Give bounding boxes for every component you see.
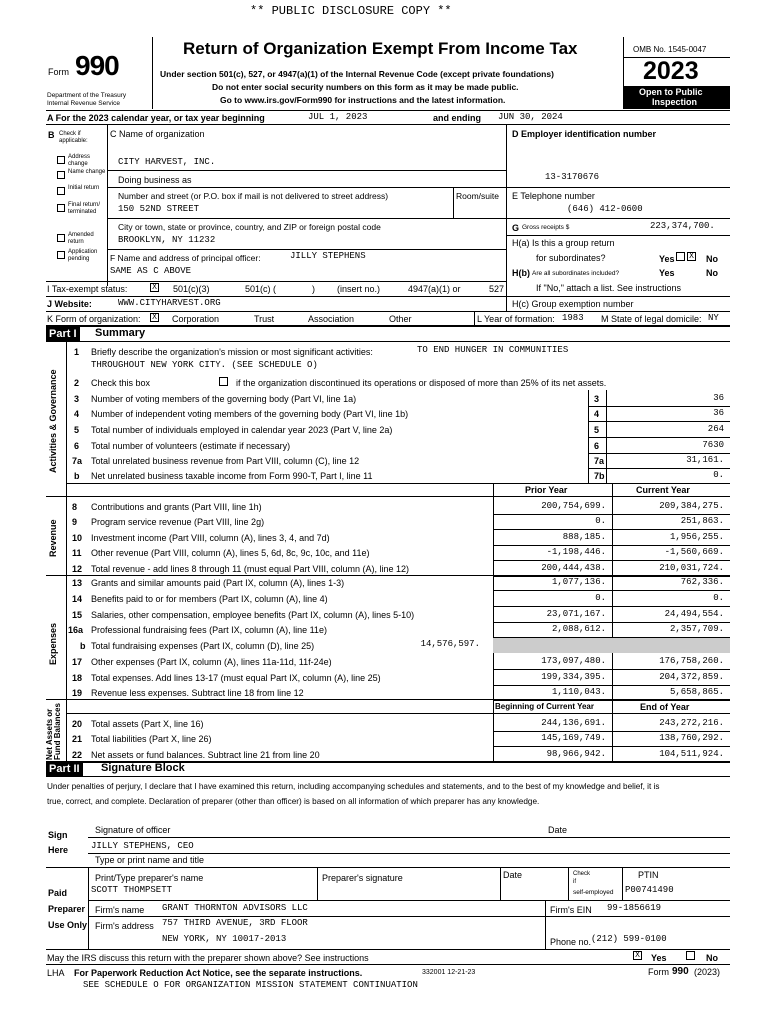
check-applicable: Check if applicable: <box>59 131 88 144</box>
lha-label: LHA <box>47 968 65 978</box>
tax-year-begin: JUL 1, 2023 <box>308 112 368 122</box>
line-num: b <box>74 471 80 481</box>
open-public-1: Open to Public <box>639 87 703 97</box>
line-label: Program service revenue (Part VIII, line 2g) <box>91 517 265 527</box>
line-num: 17 <box>72 657 83 667</box>
row-rule <box>493 685 730 686</box>
line-box-num: 5 <box>594 425 600 435</box>
prior-value: 1,110,043. <box>551 687 606 697</box>
officer-name-title: JILLY STEPHENS, CEO <box>91 841 194 851</box>
b-label: B <box>48 130 55 140</box>
prior-value: 199,334,395. <box>541 672 606 682</box>
tax-year-end: JUN 30, 2024 <box>498 112 563 122</box>
firm-ein: 99-1856619 <box>607 903 662 913</box>
eoy-head: End of Year <box>640 702 690 712</box>
b-checkbox[interactable] <box>57 156 65 164</box>
ha-label: H(a) Is this a group return <box>512 238 615 248</box>
street-address: 150 52ND STREET <box>118 204 200 214</box>
line-num: b <box>80 641 86 651</box>
line-num: 16a <box>68 625 84 635</box>
officer-label: F Name and address of principal officer: <box>110 253 261 263</box>
line-num: 3 <box>74 394 80 404</box>
telephone-label: E Telephone number <box>512 191 595 201</box>
b-checkbox[interactable] <box>57 187 65 195</box>
prior-value: 200,444,438. <box>541 563 606 573</box>
declaration-2: true, correct, and complete. Declaration of preparer (other than officer) is based on all information of which preparer has any knowledge. <box>47 797 540 806</box>
row-rule <box>493 669 730 670</box>
line-label: Benefits paid to or for members (Part IX, column (A), line 4) <box>91 594 328 604</box>
insert-no: (insert no.) <box>337 284 381 294</box>
b-check-label: Address change <box>68 154 91 167</box>
public-disclosure: ** PUBLIC DISCLOSURE COPY ** <box>250 4 452 18</box>
prior-value: 2,088,612. <box>551 624 606 634</box>
current-value: 209,384,275. <box>659 501 724 511</box>
current-value: 204,372,859. <box>659 672 724 682</box>
line-num: 12 <box>72 564 83 574</box>
state-domicile-value: NY <box>708 313 719 323</box>
current-value: 251,863. <box>680 516 724 526</box>
line-label: Total fundraising expenses (Part IX, column (D), line 25) <box>91 641 315 651</box>
line2a-label: Check this box <box>91 378 151 388</box>
current-value: 24,494,554. <box>664 609 724 619</box>
officer-address: SAME AS C ABOVE <box>110 266 192 276</box>
current-value: -1,560,669. <box>664 547 724 557</box>
line-num: 8 <box>72 502 78 512</box>
paid-label: Paid <box>48 888 68 898</box>
side-net: Net Assets or Fund Balances <box>45 703 62 760</box>
discuss-yes-checkbox[interactable]: X <box>633 951 642 960</box>
line-label: Grants and similar amounts paid (Part IX, column (A), lines 1-3) <box>91 578 345 588</box>
line-value: 0. <box>713 470 724 480</box>
ein-value: 13-3170676 <box>545 172 600 182</box>
form-title: Return of Organization Exempt From Income Tax <box>183 39 578 58</box>
row-rule <box>493 514 730 515</box>
501c3-label: 501(c)(3) <box>173 284 210 294</box>
other-label: Other <box>389 314 412 324</box>
row-rule <box>493 700 730 701</box>
527-label: 527 <box>489 284 505 294</box>
firm-address-1: 757 THIRD AVENUE, 3RD FLOOR <box>162 918 308 928</box>
b-checkbox[interactable] <box>57 171 65 179</box>
and-ending-label: and ending <box>433 113 481 123</box>
line-box-num: 3 <box>594 394 600 404</box>
line-num: 14 <box>72 594 83 604</box>
prior-value: 888,185. <box>562 532 606 542</box>
officer-name: JILLY STEPHENS <box>290 251 366 261</box>
name-of-org-label: C Name of organization <box>110 129 205 139</box>
line-label: Investment income (Part VIII, column (A), lines 3, 4, and 7d) <box>91 533 330 543</box>
row-rule <box>493 606 730 607</box>
current-value: 0. <box>713 593 724 603</box>
prior-value: 98,966,942. <box>546 749 606 759</box>
form-of-org-label: K Form of organization: <box>47 314 141 324</box>
dba-label: Doing business as <box>118 175 192 185</box>
current-value: 104,511,924. <box>659 749 724 759</box>
hb-note: If "No," attach a list. See instructions <box>536 283 681 293</box>
mission-2: THROUGHOUT NEW YORK CITY. (SEE SCHEDULE O) <box>91 360 318 370</box>
current-value: 176,758,260. <box>659 656 724 666</box>
self-employed-label: self-employed <box>573 889 614 896</box>
line-num: 21 <box>72 734 83 744</box>
line-num: 19 <box>72 688 83 698</box>
mission-1: TO END HUNGER IN COMMUNITIES <box>417 345 569 355</box>
firm-phone-label: Phone no. <box>550 937 592 947</box>
form-label: Form <box>48 67 69 77</box>
prior-value: 145,169,749. <box>541 733 606 743</box>
hb-label: H(b) <box>512 268 530 278</box>
line-label: Revenue less expenses. Subtract line 18 from line 12 <box>91 688 304 698</box>
line-label: Total revenue - add lines 8 through 11 (must equal Part VIII, column (A), line 12) <box>91 564 409 574</box>
b-checkbox[interactable] <box>57 251 65 259</box>
line-label: Total assets (Part X, line 16) <box>91 719 204 729</box>
current-value: 210,031,724. <box>659 563 724 573</box>
row-rule <box>493 590 730 591</box>
line1-num: 1 <box>74 347 80 357</box>
current-value: 243,272,216. <box>659 718 724 728</box>
pra-notice: For Paperwork Reduction Act Notice, see the separate instructions. <box>74 968 363 978</box>
subtitle-3: Go to www.irs.gov/Form990 for instructions and the latest information. <box>220 95 506 105</box>
discuss-label: May the IRS discuss this return with the preparer shown above? See instructions <box>47 953 369 963</box>
discuss-no: No <box>706 953 718 963</box>
gross-receipts-label: Gross receipts $ <box>522 224 570 231</box>
row-rule <box>493 560 730 561</box>
row-rule <box>588 453 730 454</box>
year-formation-label: L Year of formation: <box>477 314 555 324</box>
g-label: G <box>512 223 520 233</box>
sign-label: Sign <box>48 830 68 840</box>
line-a-label: A For the 2023 calendar year, or tax year beginning <box>47 113 265 123</box>
corporation-checkbox[interactable]: X <box>150 313 159 322</box>
discuss-no-checkbox[interactable] <box>686 951 695 960</box>
form-number: 990 <box>75 50 119 81</box>
website-label: J Website: <box>47 299 92 309</box>
line-label: Total expenses. Add lines 13-17 (must equal Part IX, column (A), line 25) <box>91 673 381 683</box>
line-label: Net assets or fund balances. Subtract line 21 from line 20 <box>91 750 320 760</box>
line-value: 36 <box>713 408 724 418</box>
line-num: 10 <box>72 533 83 543</box>
ptin-label: PTIN <box>638 870 659 880</box>
501c-label: 501(c) ( <box>245 284 277 294</box>
prior-value: 0. <box>595 593 606 603</box>
line-num: 18 <box>72 673 83 683</box>
501c-close: ) <box>312 284 315 294</box>
firm-phone: (212) 599-0100 <box>591 934 667 944</box>
ha-sub: for subordinates? <box>536 253 606 263</box>
b-checkbox[interactable] <box>57 234 65 242</box>
ha-yes: Yes <box>659 254 675 264</box>
line-num: 6 <box>74 441 80 451</box>
line-label: Professional fundraising fees (Part IX, column (A), line 11e) <box>91 625 327 635</box>
ha-yes-checkbox[interactable] <box>676 252 685 261</box>
part2-tag: Part II <box>46 762 83 776</box>
current-value: 2,357,709. <box>669 624 724 634</box>
ha-no: No <box>706 254 718 264</box>
current-value: 5,658,865. <box>669 687 724 697</box>
line-box-num: 4 <box>594 409 600 419</box>
row-rule <box>493 529 730 530</box>
sig-officer-label: Signature of officer <box>95 825 171 835</box>
line-label: Number of voting members of the governing body (Part VI, line 1a) <box>91 394 357 404</box>
line-value: 36 <box>713 393 724 403</box>
type-name-label: Type or print name and title <box>95 855 205 865</box>
schedule-o-note: SEE SCHEDULE O FOR ORGANIZATION MISSION STATEMENT CONTINUATION <box>83 980 418 990</box>
footer-form-label: Form <box>648 967 669 977</box>
line2b-label: if the organization discontinued its operations or disposed of more than 25% of its net assets. <box>236 378 607 388</box>
check-label: Check <box>573 871 591 877</box>
room-label: Room/suite <box>456 191 499 201</box>
here-label: Here <box>48 845 69 855</box>
line-num: 4 <box>74 409 80 419</box>
hb-sub: Are all subordinates included? <box>532 270 620 277</box>
street-label: Number and street (or P.O. box if mail is not delivered to street address) <box>118 191 389 201</box>
hb-yes: Yes <box>659 268 675 278</box>
hb-no: No <box>706 268 718 278</box>
row-rule <box>493 746 730 747</box>
footer-form-year: (2023) <box>694 967 721 977</box>
firm-name-label: Firm's name <box>95 905 145 915</box>
gross-receipts-value: 223,374,700. <box>650 221 715 231</box>
preparer-name: SCOTT THOMPSETT <box>91 885 173 895</box>
telephone-value: (646) 412-0600 <box>567 204 643 214</box>
line1-label: Briefly describe the organization's mission or most significant activities: <box>91 347 373 357</box>
omb-number: OMB No. 1545-0047 <box>633 45 707 54</box>
preparer-sig-label: Preparer's signature <box>322 873 403 883</box>
city-address: BROOKLYN, NY 11232 <box>118 235 216 245</box>
prior-value: 1,077,136. <box>551 577 606 587</box>
city-label: City or town, state or province, country, and ZIP or foreign postal code <box>118 222 381 232</box>
line-label: Number of independent voting members of the governing body (Part VI, line 1b) <box>91 409 409 419</box>
prior-value: 23,071,167. <box>546 609 606 619</box>
tax-year: 2023 <box>643 57 699 85</box>
irs-label: Internal Revenue Service <box>47 100 120 107</box>
ein-label: D Employer identification number <box>512 129 657 139</box>
row-rule <box>588 406 730 407</box>
part1-tag: Part I <box>46 327 80 341</box>
side-exp: Expenses <box>48 622 58 665</box>
row-rule <box>493 545 730 546</box>
use-only-label: Use Only <box>48 920 88 930</box>
b-check-label: Application pending <box>68 249 98 262</box>
gov-box-rule <box>588 390 589 484</box>
preparer-name-label: Print/Type preparer's name <box>95 873 204 883</box>
prior-value: -1,198,446. <box>546 547 606 557</box>
association-label: Association <box>308 314 355 324</box>
prior-value: 0. <box>595 516 606 526</box>
line-label: Net unrelated business taxable income from Form 990-T, Part I, line 11 <box>91 471 373 481</box>
b-check-label: Amended return <box>68 232 94 245</box>
footer-form-no: 990 <box>672 966 689 977</box>
4947-label: 4947(a)(1) or <box>408 284 461 294</box>
line-box-num: 6 <box>594 441 600 451</box>
preparer-date-label: Date <box>503 870 523 880</box>
prior-year-head: Prior Year <box>525 485 568 495</box>
line-box-num: 7a <box>594 456 605 466</box>
line-num: 15 <box>72 610 83 620</box>
line-num: 9 <box>72 517 78 527</box>
501c3-checkbox[interactable]: X <box>150 283 159 292</box>
line-label: Contributions and grants (Part VIII, line 1h) <box>91 502 262 512</box>
open-public-2: Inspection <box>652 97 698 107</box>
b-check-label: Final return/ terminated <box>68 202 101 215</box>
row-rule <box>588 437 730 438</box>
b-check-label: Name change <box>68 169 106 175</box>
line-num: 13 <box>72 578 83 588</box>
year-formation-value: 1983 <box>562 313 584 323</box>
fundraising-value: 14,576,597. <box>420 639 480 649</box>
check-if: if <box>573 879 576 885</box>
org-name: CITY HARVEST, INC. <box>118 157 216 167</box>
b-checkbox[interactable] <box>57 204 65 212</box>
declaration-1: Under penalties of perjury, I declare that I have examined this return, including accompanying schedules and statements, and to the best of my knowledge and belief, it is <box>47 782 660 791</box>
gov-box-rule <box>606 390 607 484</box>
part1-title: Summary <box>95 327 146 339</box>
side-rev: Revenue <box>48 519 58 557</box>
line-label: Other revenue (Part VIII, column (A), lines 5, 6d, 8c, 9c, 10c, and 11e) <box>91 548 370 558</box>
line-num: 11 <box>72 548 82 558</box>
prior-value: 173,097,480. <box>541 656 606 666</box>
line-label: Salaries, other compensation, employee benefits (Part IX, column (A), lines 5-10) <box>91 610 415 620</box>
prior-value: 200,754,699. <box>541 501 606 511</box>
firm-address-2: NEW YORK, NY 10017-2013 <box>162 934 287 944</box>
boy-head: Beginning of Current Year <box>495 702 594 711</box>
side-gov: Activities & Governance <box>48 369 58 473</box>
row-rule <box>493 622 730 623</box>
shaded-cell <box>493 638 730 653</box>
ptin-value: P00741490 <box>625 885 674 895</box>
form-code: 332001 12-21-23 <box>422 969 476 976</box>
state-domicile-label: M State of legal domicile: <box>601 314 702 324</box>
website-value: WWW.CITYHARVEST.ORG <box>118 298 221 308</box>
line-label: Total number of volunteers (estimate if necessary) <box>91 441 291 451</box>
firm-name: GRANT THORNTON ADVISORS LLC <box>162 903 308 913</box>
dept-treasury: Department of the Treasury <box>47 92 127 99</box>
hc-label: H(c) Group exemption number <box>512 299 634 309</box>
line-label: Total liabilities (Part X, line 26) <box>91 734 212 744</box>
discuss-yes: Yes <box>651 953 667 963</box>
ha-no-checkbox[interactable]: X <box>687 252 696 261</box>
line-num: 22 <box>72 750 83 760</box>
prior-value: 244,136,691. <box>541 718 606 728</box>
line-value: 31,161. <box>686 455 724 465</box>
line-box-num: 7b <box>594 471 605 481</box>
line2-num: 2 <box>74 378 80 388</box>
row-rule <box>588 421 730 422</box>
subtitle-1: Under section 501(c), 527, or 4947(a)(1) of the Internal Revenue Code (except private foundations) <box>160 69 554 79</box>
firm-address-label: Firm's address <box>95 921 154 931</box>
subtitle-2: Do not enter social security numbers on this form as it may be made public. <box>212 82 519 92</box>
firm-ein-label: Firm's EIN <box>550 905 592 915</box>
line-num: 5 <box>74 425 80 435</box>
row-rule <box>588 468 730 469</box>
current-value: 762,336. <box>680 577 724 587</box>
line-label: Total number of individuals employed in calendar year 2023 (Part V, line 2a) <box>91 425 393 435</box>
line-num: 7a <box>72 456 83 466</box>
trust-label: Trust <box>254 314 275 324</box>
line-num: 20 <box>72 719 83 729</box>
line-label: Total unrelated business revenue from Part VIII, column (C), line 12 <box>91 456 360 466</box>
row-rule <box>493 731 730 732</box>
line-label: Other expenses (Part IX, column (A), lines 11a-11d, 11f-24e) <box>91 657 332 667</box>
preparer-label: Preparer <box>48 904 86 914</box>
b-check-label: Initial return <box>68 185 100 191</box>
current-value: 138,760,292. <box>659 733 724 743</box>
corporation-label: Corporation <box>172 314 220 324</box>
tax-exempt-label: I Tax-exempt status: <box>47 284 128 294</box>
line2-checkbox[interactable] <box>219 377 228 386</box>
part2-title: Signature Block <box>101 762 185 774</box>
line-value: 7630 <box>702 440 724 450</box>
sig-date-label: Date <box>548 825 568 835</box>
current-value: 1,956,255. <box>669 532 724 542</box>
line-value: 264 <box>707 424 724 434</box>
current-year-head: Current Year <box>636 485 690 495</box>
